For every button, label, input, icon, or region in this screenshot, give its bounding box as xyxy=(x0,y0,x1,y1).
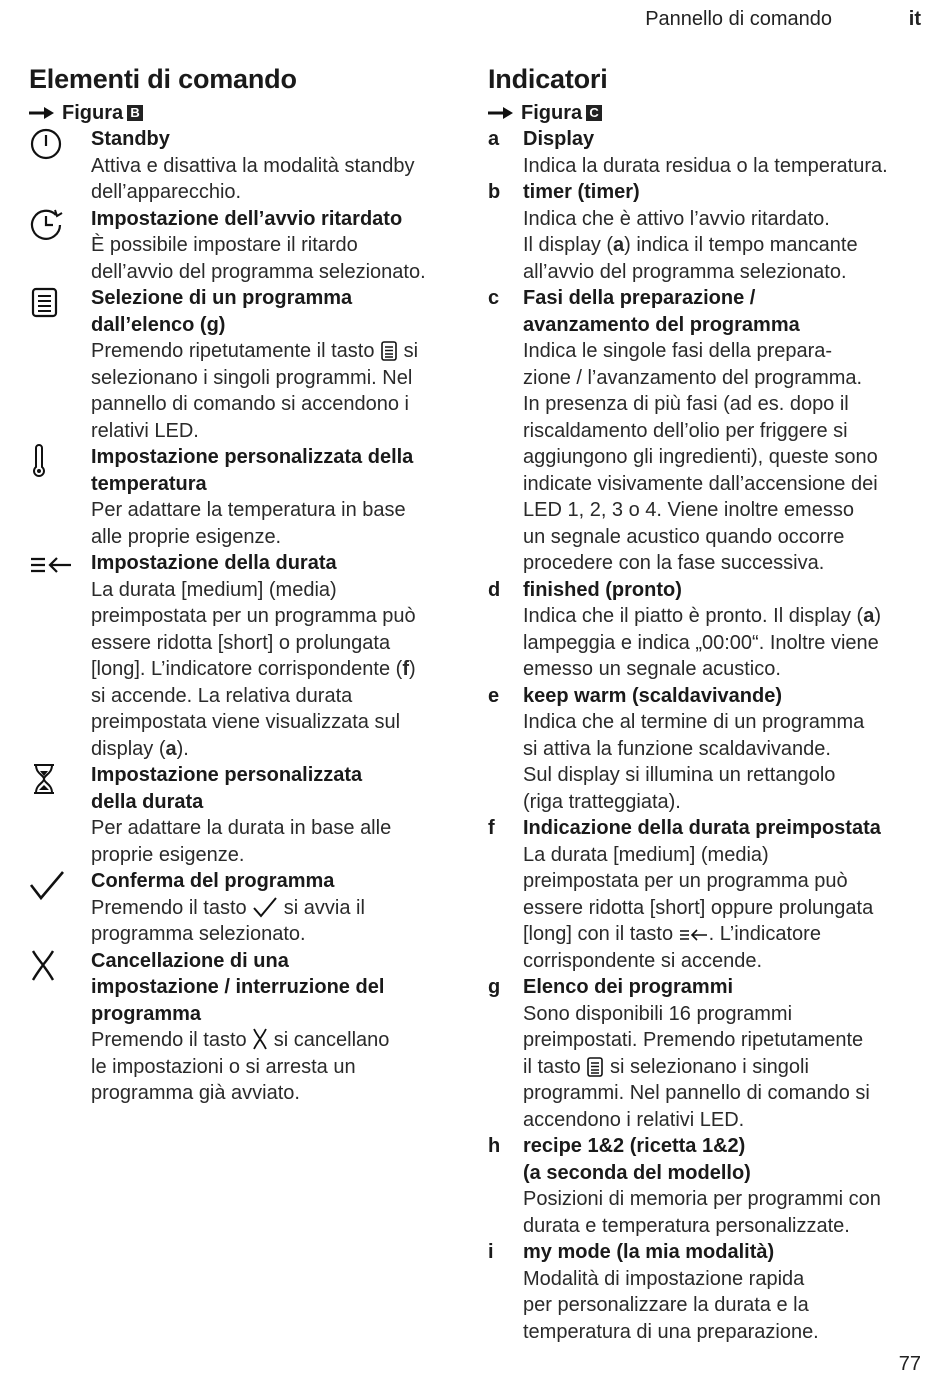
cancel-icon xyxy=(29,948,65,982)
desc-text: si xyxy=(403,340,419,362)
item-desc-line: per personalizzare la durata e la xyxy=(523,1294,809,1316)
checkmark-icon xyxy=(29,868,65,902)
item-desc-line xyxy=(523,232,928,259)
program-list-icon xyxy=(380,341,398,361)
power-icon xyxy=(29,126,65,160)
item-title: programma xyxy=(91,1002,202,1025)
item-letter: f xyxy=(488,817,495,839)
desc-text: Premendo ripetutamente il tasto xyxy=(91,340,375,362)
item-desc-line: Indica le singole fasi della prepara- xyxy=(523,340,833,362)
item-desc-line: proprie esigenze. xyxy=(91,843,245,866)
item-desc-line: Posizioni di memoria per programmi con xyxy=(523,1188,881,1210)
desc-text: Il display ( xyxy=(523,234,614,256)
duration-preset-icon xyxy=(679,926,709,944)
duration-preset-icon xyxy=(29,550,75,580)
control-item-delayed-start xyxy=(29,206,469,286)
item-desc-line: programma selezionato. xyxy=(91,923,306,945)
item-title: Impostazione personalizzata della xyxy=(91,446,414,468)
reference-letter: a xyxy=(863,605,875,627)
item-desc-line xyxy=(523,603,928,630)
item-desc-line: Per adattare la durata in base alle xyxy=(91,817,392,839)
arrow-right-icon xyxy=(488,106,514,120)
item-letter: e xyxy=(488,684,500,707)
item-title: Fasi della preparazione / xyxy=(523,287,756,309)
desc-text: ) xyxy=(408,658,416,680)
item-desc-line: zione / l’avanzamento del programma. xyxy=(523,366,863,389)
desc-text: [long]. L’indicatore corrispondente ( xyxy=(91,658,403,680)
item-letter: d xyxy=(488,578,501,601)
item-desc-line: preimpostata per un programma può xyxy=(523,870,848,892)
indicator-item-finished xyxy=(488,577,928,683)
desc-text: Indica che il piatto è pronto. Il display ( xyxy=(523,605,864,627)
item-desc-line: procedere con la fase successiva. xyxy=(523,552,825,574)
program-list-icon xyxy=(586,1057,604,1077)
item-letter: c xyxy=(488,287,500,309)
item-title: Impostazione dell’avvio ritardato xyxy=(91,207,403,230)
timer-delay-icon xyxy=(29,206,65,240)
item-desc-line: dell’avvio del programma selezionato. xyxy=(91,260,426,283)
controls-heading: Elementi di comando xyxy=(29,64,297,94)
item-letter: i xyxy=(488,1241,494,1263)
item-desc-line: È possibile impostare il ritardo xyxy=(91,234,358,256)
figure-letter-badge: B xyxy=(127,105,143,121)
item-desc-line: preimpostata viene visualizzata sul xyxy=(91,711,401,733)
item-title: my mode (la mia modalità) xyxy=(523,1241,775,1263)
desc-text: display ( xyxy=(91,737,166,760)
item-desc-line: si accende. La relativa durata xyxy=(91,684,353,707)
desc-text: . L’indicatore xyxy=(708,923,821,945)
indicator-item-program-list xyxy=(488,974,928,1133)
header-section-title: Pannello di comando xyxy=(645,8,832,30)
control-item-cancel xyxy=(29,948,469,1107)
figure-label: Figura xyxy=(521,102,583,124)
item-desc-line: (riga tratteggiata). xyxy=(523,790,681,813)
item-desc-line xyxy=(91,736,469,763)
reference-letter: a xyxy=(165,737,177,760)
item-title: timer (timer) xyxy=(523,181,640,203)
item-desc-line: durata e temperatura personalizzate. xyxy=(523,1214,850,1237)
control-item-duration-preset xyxy=(29,550,469,762)
item-desc-line: LED 1, 2, 3 o 4. Viene inoltre emesso xyxy=(523,499,854,521)
item-title: Indicazione della durata preimpostata xyxy=(523,817,881,839)
item-desc-line xyxy=(523,1054,928,1081)
desc-text: si selezionano i singoli xyxy=(609,1055,809,1078)
reference-letter: f xyxy=(402,658,409,680)
item-desc-line: relativi LED. xyxy=(91,419,199,442)
item-desc-line: Attiva e disattiva la modalità standby xyxy=(91,154,415,177)
desc-text: ). xyxy=(176,737,189,760)
item-desc-line: emesso un segnale acustico. xyxy=(523,658,781,680)
item-letter: b xyxy=(488,181,501,203)
item-desc-line xyxy=(91,895,469,922)
item-desc-line: accendono i relativi LED. xyxy=(523,1108,745,1131)
figure-reference-b xyxy=(29,100,469,126)
item-title: dall’elenco (g) xyxy=(91,313,226,336)
indicators-heading: Indicatori xyxy=(488,64,608,94)
item-letter: a xyxy=(488,128,500,150)
indicator-item-preset-duration xyxy=(488,815,928,974)
item-desc-line: Indica che è attivo l’avvio ritardato. xyxy=(523,207,830,230)
item-title: avanzamento del programma xyxy=(523,313,800,336)
desc-text: si cancellano xyxy=(273,1029,390,1051)
figure-label: Figura xyxy=(62,102,124,124)
item-desc-line: temperatura di una preparazione. xyxy=(523,1320,819,1343)
thermometer-icon xyxy=(29,444,65,478)
indicator-item-my-mode xyxy=(488,1239,928,1345)
item-desc-line: dell’apparecchio. xyxy=(91,181,242,203)
item-desc-line: La durata [medium] (media) xyxy=(91,578,337,601)
item-title: Impostazione personalizzata xyxy=(91,764,363,786)
controls-column xyxy=(29,62,469,1107)
item-desc-line xyxy=(523,921,928,948)
item-letter: g xyxy=(488,976,501,998)
desc-text: ) xyxy=(874,605,881,627)
indicator-item-recipe xyxy=(488,1133,928,1239)
item-desc-line: alle proprie esigenze. xyxy=(91,525,282,548)
checkmark-icon xyxy=(252,896,278,918)
item-desc-line xyxy=(91,338,469,365)
page-number: 77 xyxy=(898,1353,921,1375)
item-desc-line: all’avvio del programma selezionato. xyxy=(523,260,847,283)
item-title: Display xyxy=(523,128,595,150)
item-desc-line: preimpostata per un programma può xyxy=(91,605,416,627)
reference-letter: a xyxy=(613,234,625,256)
figure-letter-badge: C xyxy=(586,105,602,121)
arrow-right-icon xyxy=(29,106,55,120)
item-title: keep warm (scaldavivande) xyxy=(523,684,783,707)
item-desc-line: pannello di comando si accendono i xyxy=(91,393,409,415)
item-title: Standby xyxy=(91,128,170,150)
item-desc-line: Indica che al termine di un programma xyxy=(523,711,865,733)
control-item-standby xyxy=(29,126,469,206)
item-desc-line: un segnale acustico quando occorre xyxy=(523,525,845,548)
item-title: Cancellazione di una xyxy=(91,949,289,972)
desc-text: [long] con il tasto xyxy=(523,923,674,945)
item-desc-line: La durata [medium] (media) xyxy=(523,843,769,866)
item-desc-line: Sul display si illumina un rettangolo xyxy=(523,764,836,786)
indicator-item-timer xyxy=(488,179,928,285)
item-title: Conferma del programma xyxy=(91,870,335,892)
item-desc-line xyxy=(91,1027,469,1054)
item-desc-line: preimpostati. Premendo ripetutamente xyxy=(523,1029,864,1051)
item-desc-line: essere ridotta [short] oppure prolungata xyxy=(523,896,874,919)
item-desc-line: aggiungono gli ingredienti), queste sono xyxy=(523,446,878,468)
desc-text: si avvia il xyxy=(283,896,365,919)
header-language-code: it xyxy=(908,8,921,30)
item-desc-line: selezionano i singoli programmi. Nel xyxy=(91,366,413,389)
item-title: impostazione / interruzione del xyxy=(91,976,385,998)
item-desc-line: essere ridotta [short] o prolungata xyxy=(91,631,391,654)
figure-reference-c xyxy=(488,100,928,126)
item-title: Elenco dei programmi xyxy=(523,976,734,998)
item-title: della durata xyxy=(91,790,204,813)
indicator-item-display xyxy=(488,126,928,179)
item-desc-line: riscaldamento dell’olio per friggere si xyxy=(523,419,848,442)
item-desc-line: indicate visivamente dall’accensione dei xyxy=(523,472,878,495)
item-desc-line: programma già avviato. xyxy=(91,1082,300,1104)
control-item-confirm xyxy=(29,868,469,948)
item-desc-line: le impostazioni o si arresta un xyxy=(91,1055,356,1078)
item-desc-line: si attiva la funzione scaldavivande. xyxy=(523,737,831,760)
desc-text: Premendo il tasto xyxy=(91,896,247,919)
indicator-item-keep-warm xyxy=(488,683,928,816)
item-title: finished (pronto) xyxy=(523,578,682,601)
indicators-column xyxy=(488,62,928,1345)
item-desc-line: corrispondente si accende. xyxy=(523,949,763,972)
control-item-program-list xyxy=(29,285,469,444)
hourglass-icon xyxy=(29,762,65,796)
cancel-icon xyxy=(252,1028,268,1050)
item-title: Selezione di un programma xyxy=(91,287,353,309)
desc-text: ) indica il tempo mancante xyxy=(624,234,858,256)
desc-text: il tasto xyxy=(523,1055,581,1078)
desc-text: Premendo il tasto xyxy=(91,1029,247,1051)
item-desc-line: Indica la durata residua o la temperatura. xyxy=(523,154,888,177)
item-title: temperatura xyxy=(91,472,207,495)
item-desc-line: programmi. Nel pannello di comando si xyxy=(523,1082,870,1104)
item-desc-line: lampeggia e indica „00:00“. Inoltre viene xyxy=(523,631,879,654)
item-desc-line: In presenza di più fasi (ad es. dopo il xyxy=(523,393,849,415)
item-desc-line xyxy=(91,656,469,683)
item-title: Impostazione della durata xyxy=(91,552,337,574)
item-desc-line: Modalità di impostazione rapida xyxy=(523,1267,805,1290)
program-list-icon xyxy=(29,285,65,319)
indicator-item-phases xyxy=(488,285,928,577)
control-item-custom-duration xyxy=(29,762,469,868)
item-letter: h xyxy=(488,1135,501,1157)
item-title: (a seconda del modello) xyxy=(523,1161,751,1184)
control-item-temperature xyxy=(29,444,469,550)
item-desc-line: Sono disponibili 16 programmi xyxy=(523,1002,793,1025)
item-title: recipe 1&2 (ricetta 1&2) xyxy=(523,1135,746,1157)
item-desc-line: Per adattare la temperatura in base xyxy=(91,499,406,521)
